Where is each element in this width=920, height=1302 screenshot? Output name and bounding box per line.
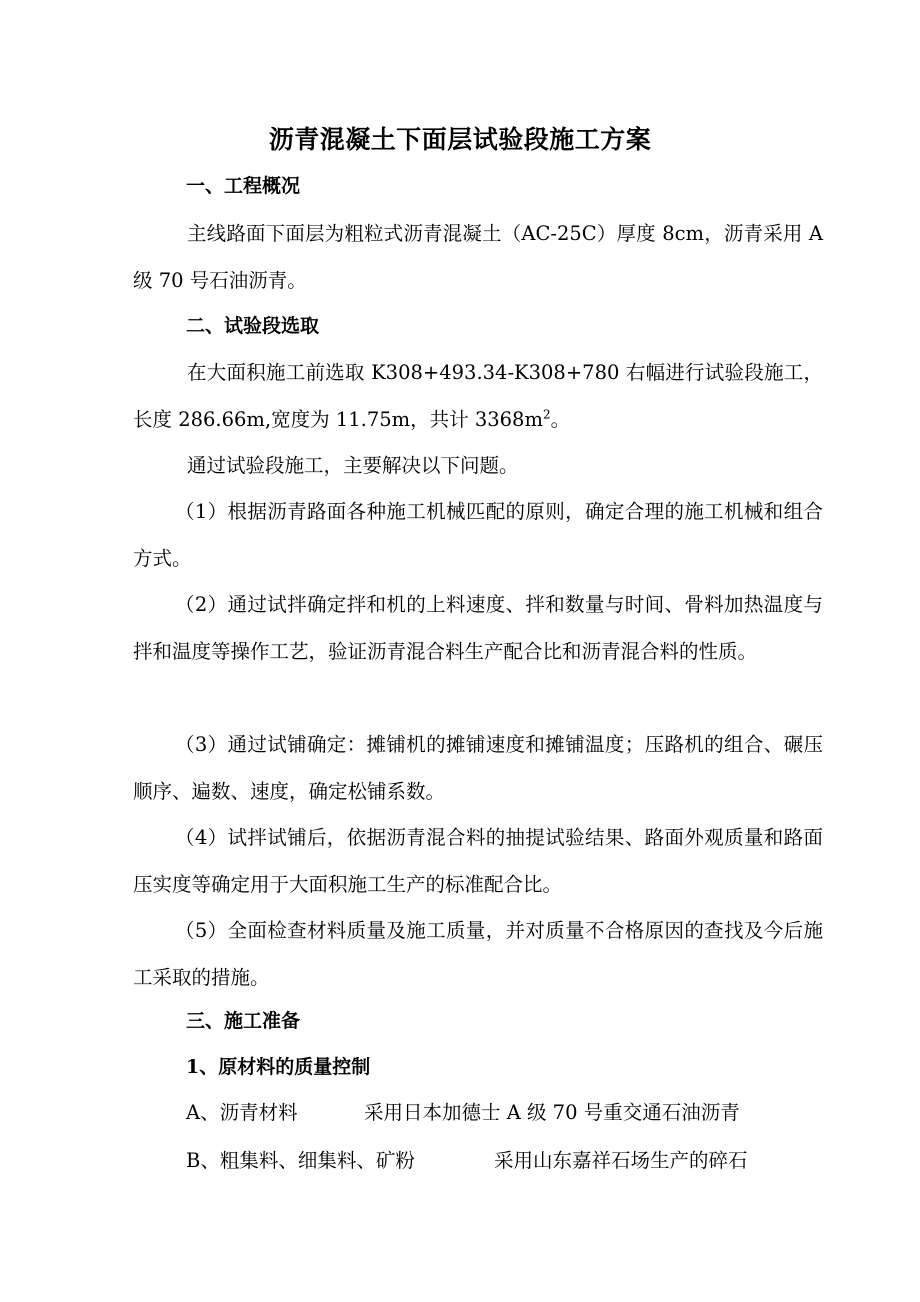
section-3-subheading: 1、原材料的质量控制 — [186, 1056, 371, 1078]
item-5: （5）全面检查材料质量及施工质量，并对质量不合格原因的查找及今后施工采取的措施。 — [133, 919, 823, 989]
item-1: （1）根据沥青路面各种施工机械匹配的原则，确定合理的施工机械和组合方式。 — [133, 500, 823, 570]
material-a-label: A、沥青材料 — [186, 1101, 298, 1124]
section-2-paragraph — [133, 350, 823, 443]
item-3: （3）通过试铺确定：摊铺机的摊铺速度和摊铺温度；压路机的组合、碾压顺序、遍数、速度，确定松铺系数。 — [133, 733, 823, 803]
section-1-heading: 一、工程概况 — [186, 175, 301, 197]
material-b-value: 采用山东嘉祥石场生产的碎石 — [494, 1149, 748, 1172]
material-a-value: 采用日本加德士 A 级 70 号重交通石油沥青 — [364, 1101, 740, 1124]
item-2: （2）通过试拌确定拌和机的上料速度、拌和数量与时间、骨料加热温度与拌和温度等操作工艺，验证沥青混合料生产配合比和沥青混合料的性质。 — [133, 593, 823, 663]
material-b-label: B、粗集料、细集料、矿粉 — [186, 1149, 415, 1172]
section-2-intro: 通过试验段施工，主要解决以下问题。 — [187, 454, 519, 477]
section-2-text-end: 。 — [550, 407, 571, 431]
document-title: 沥青混凝土下面层试验段施工方案 — [268, 125, 652, 154]
section-2-text: 在大面积施工前选取 K308+493.34-K308+780 右幅进行试验段施工，长度 286.66m,宽度为 11.75m，共计 3368m — [133, 361, 823, 431]
section-3-heading: 三、施工准备 — [186, 1010, 301, 1032]
section-2-heading: 二、试验段选取 — [186, 315, 320, 337]
superscript-2: 2 — [542, 407, 551, 421]
item-4: （4）试拌试铺后，依据沥青混合料的抽提试验结果、路面外观质量和路面压实度等确定用于大面积施工生产的标准配合比。 — [133, 826, 823, 896]
section-1-paragraph: 主线路面下面层为粗粒式沥青混凝土（AC-25C）厚度 8cm，沥青采用 A 级 70 号石油沥青。 — [133, 222, 823, 292]
